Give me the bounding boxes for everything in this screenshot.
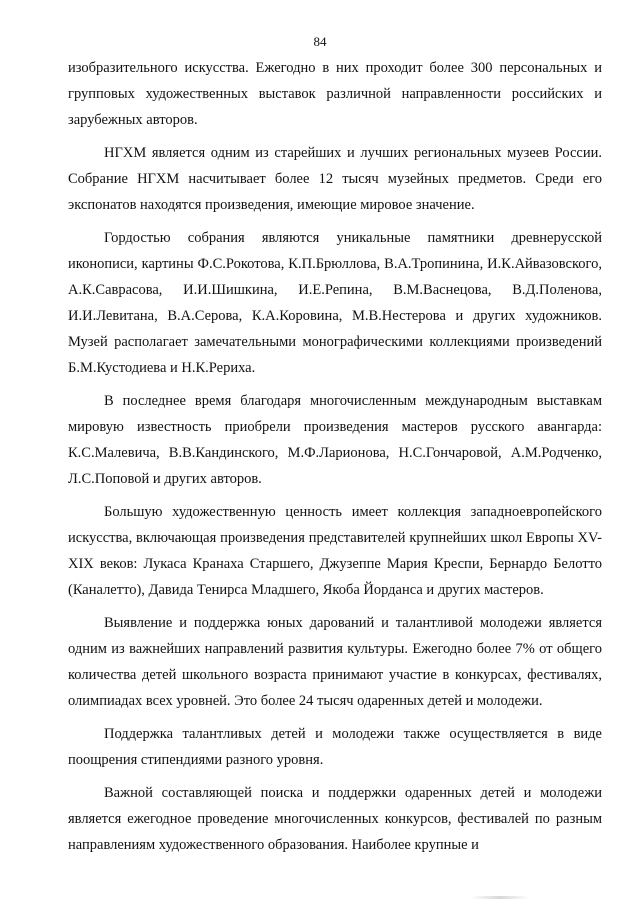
- document-body: [68, 55, 602, 865]
- paragraph-museum-intro: НГХМ является одним из старейших и лучших региональных музеев России. Собрание НГХМ насчитывает более 12 тысяч музейных предметов. Среди его экспонатов находятся произведения, имеющие мировое значение.: [68, 145, 602, 213]
- paragraph-scholarships: Поддержка талантливых детей и молодежи также осуществляется в виде поощрения стипендиями разного уровня.: [68, 726, 602, 768]
- scan-artifact: [470, 896, 530, 899]
- paragraph-avant-garde: В последнее время благодаря многочисленным международным выставкам мировую известность приобрели произведения мастеров русского авангарда: К.С.Малевича, В.В.Кандинского, М.Ф.Ларионова, Н.С.Гончаровой, А.М.Родченко, Л.С.Поповой и других авторов.: [68, 393, 602, 487]
- paragraph-competitions: Важной составляющей поиска и поддержки одаренных детей и молодежи является ежегодное проведение многочисленных конкурсов, фестивалей по разным направлениям художественного образования. Наиболее крупные и: [68, 785, 602, 853]
- paragraph-collection-pride: Гордостью собрания являются уникальные памятники древнерусской иконописи, картины Ф.С.Рокотова, К.П.Брюллова, В.А.Тропинина, И.К.Айвазовского, А.К.Саврасова, И.И.Шишкина, И.Е.Репина, В.М.Васнецова, В.Д.Поленова, И.И.Левитана, В.А.Серова, К.А.Коровина, М.В.Нестерова и других художников. Музей располагает замечательными монографическими коллекциями произведений Б.М.Кустодиева и Н.К.Рериха.: [68, 230, 602, 376]
- paragraph-young-talents: Выявление и поддержка юных дарований и талантливой молодежи является одним из важнейших направлений развития культуры. Ежегодно более 7% от общего количества детей школьного возраста принимают участие в конкурсах, фестивалях, олимпиадах всех уровней. Это более 24 тысяч одаренных детей и молодежи.: [68, 615, 602, 709]
- paragraph-western-art: Большую художественную ценность имеет коллекция западноевропейского искусства, включающая произведения представителей крупнейших школ Европы XV-XIX веков: Лукаса Кранаха Старшего, Джузеппе Мария Креспи, Бернардо Белотто (Каналетто), Давида Тенирса Младшего, Якоба Йорданса и других мастеров.: [68, 504, 602, 598]
- page-number: 84: [313, 34, 327, 49]
- paragraph-exhibitions: изобразительного искусства. Ежегодно в них проходит более 300 персональных и групповых художественных выставок различной направленности российских и зарубежных авторов.: [68, 60, 602, 128]
